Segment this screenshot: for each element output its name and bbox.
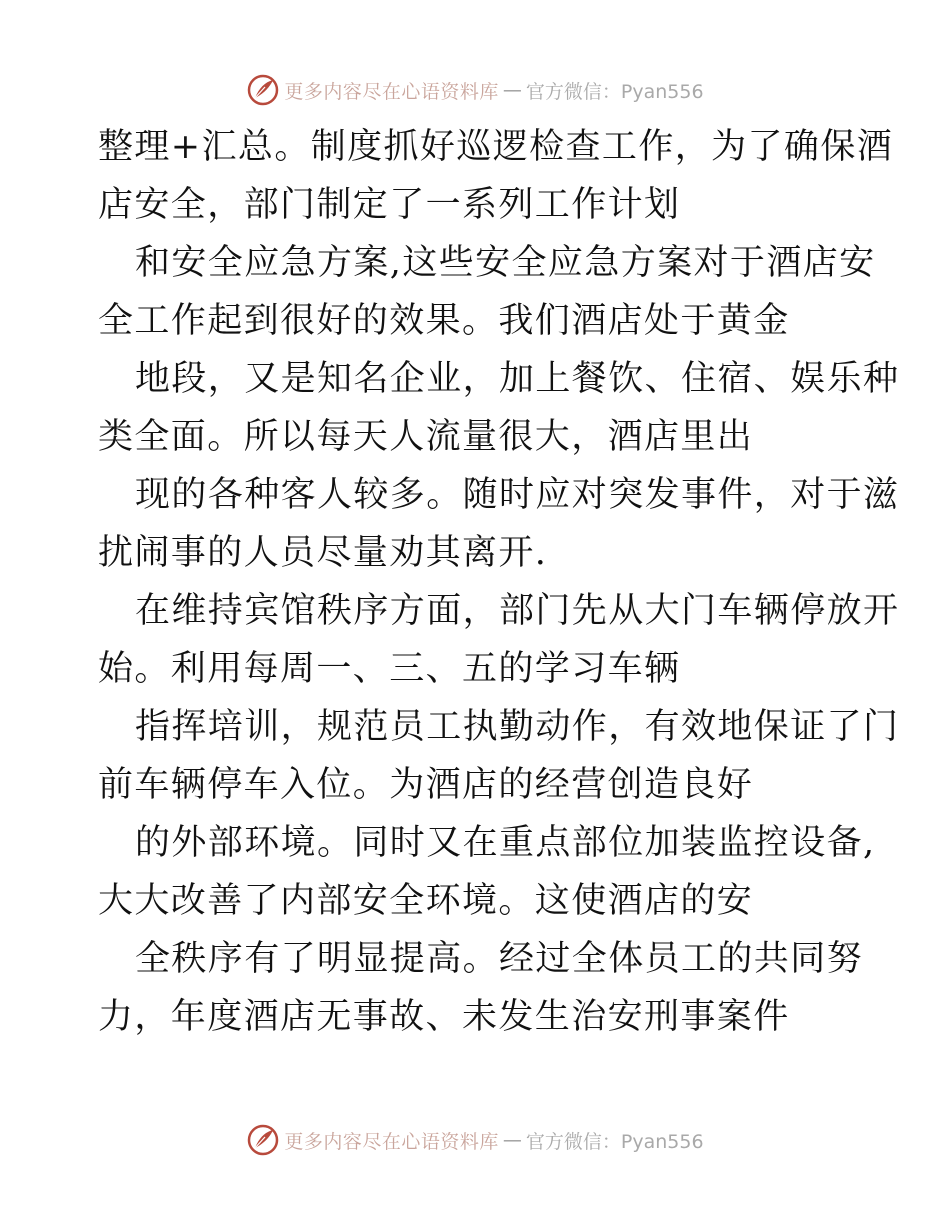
document-text-line: 指挥培训，规范员工执勤动作，有效地保证了门 <box>135 707 900 747</box>
document-text-line: 全工作起到很好的效果。我们酒店处于黄金 <box>98 301 790 341</box>
feather-pen-logo-icon <box>246 73 280 107</box>
document-body <box>98 118 900 1046</box>
watermark-contact-text: 官方微信：Pyan556 <box>525 1130 704 1153</box>
document-text-line: 前车辆停车入位。为酒店的经营创造良好 <box>98 765 754 805</box>
document-text-line: 力，年度酒店无事故、未发生治安刑事案件 <box>98 997 790 1037</box>
document-text-line: 大大改善了内部安全环境。这使酒店的安 <box>98 881 754 921</box>
footer-watermark <box>0 1120 950 1160</box>
feather-pen-logo-icon <box>246 1123 280 1157</box>
document-text-line: 的外部环境。同时又在重点部位加装监控设备, <box>135 823 876 863</box>
document-text-line: 和安全应急方案,这些安全应急方案对于酒店安 <box>135 243 876 283</box>
watermark-brand-text: 更多内容尽在心语资料库 <box>284 1130 499 1153</box>
document-text-line: 整理+汇总。制度抓好巡逻检查工作，为了确保酒 <box>98 127 894 167</box>
header-watermark <box>0 70 950 110</box>
document-text-line: 扰闹事的人员尽量劝其离开. <box>98 533 548 573</box>
watermark-separator: — <box>502 1129 522 1151</box>
document-text-line: 类全面。所以每天人流量很大，酒店里出 <box>98 417 754 457</box>
watermark-separator: — <box>502 79 522 101</box>
document-text-line: 始。利用每周一、三、五的学习车辆 <box>98 649 681 689</box>
document-text-line: 现的各种客人较多。随时应对突发事件，对于滋 <box>135 475 900 515</box>
document-text-line: 在维持宾馆秩序方面，部门先从大门车辆停放开 <box>135 591 900 631</box>
document-text-line: 店安全，部门制定了一系列工作计划 <box>98 185 681 225</box>
watermark-contact-text: 官方微信：Pyan556 <box>525 80 704 103</box>
document-text-line: 全秩序有了明显提高。经过全体员工的共同努 <box>135 939 864 979</box>
watermark-brand-text: 更多内容尽在心语资料库 <box>284 80 499 103</box>
document-text-line: 地段，又是知名企业，加上餐饮、住宿、娱乐种 <box>135 359 900 399</box>
